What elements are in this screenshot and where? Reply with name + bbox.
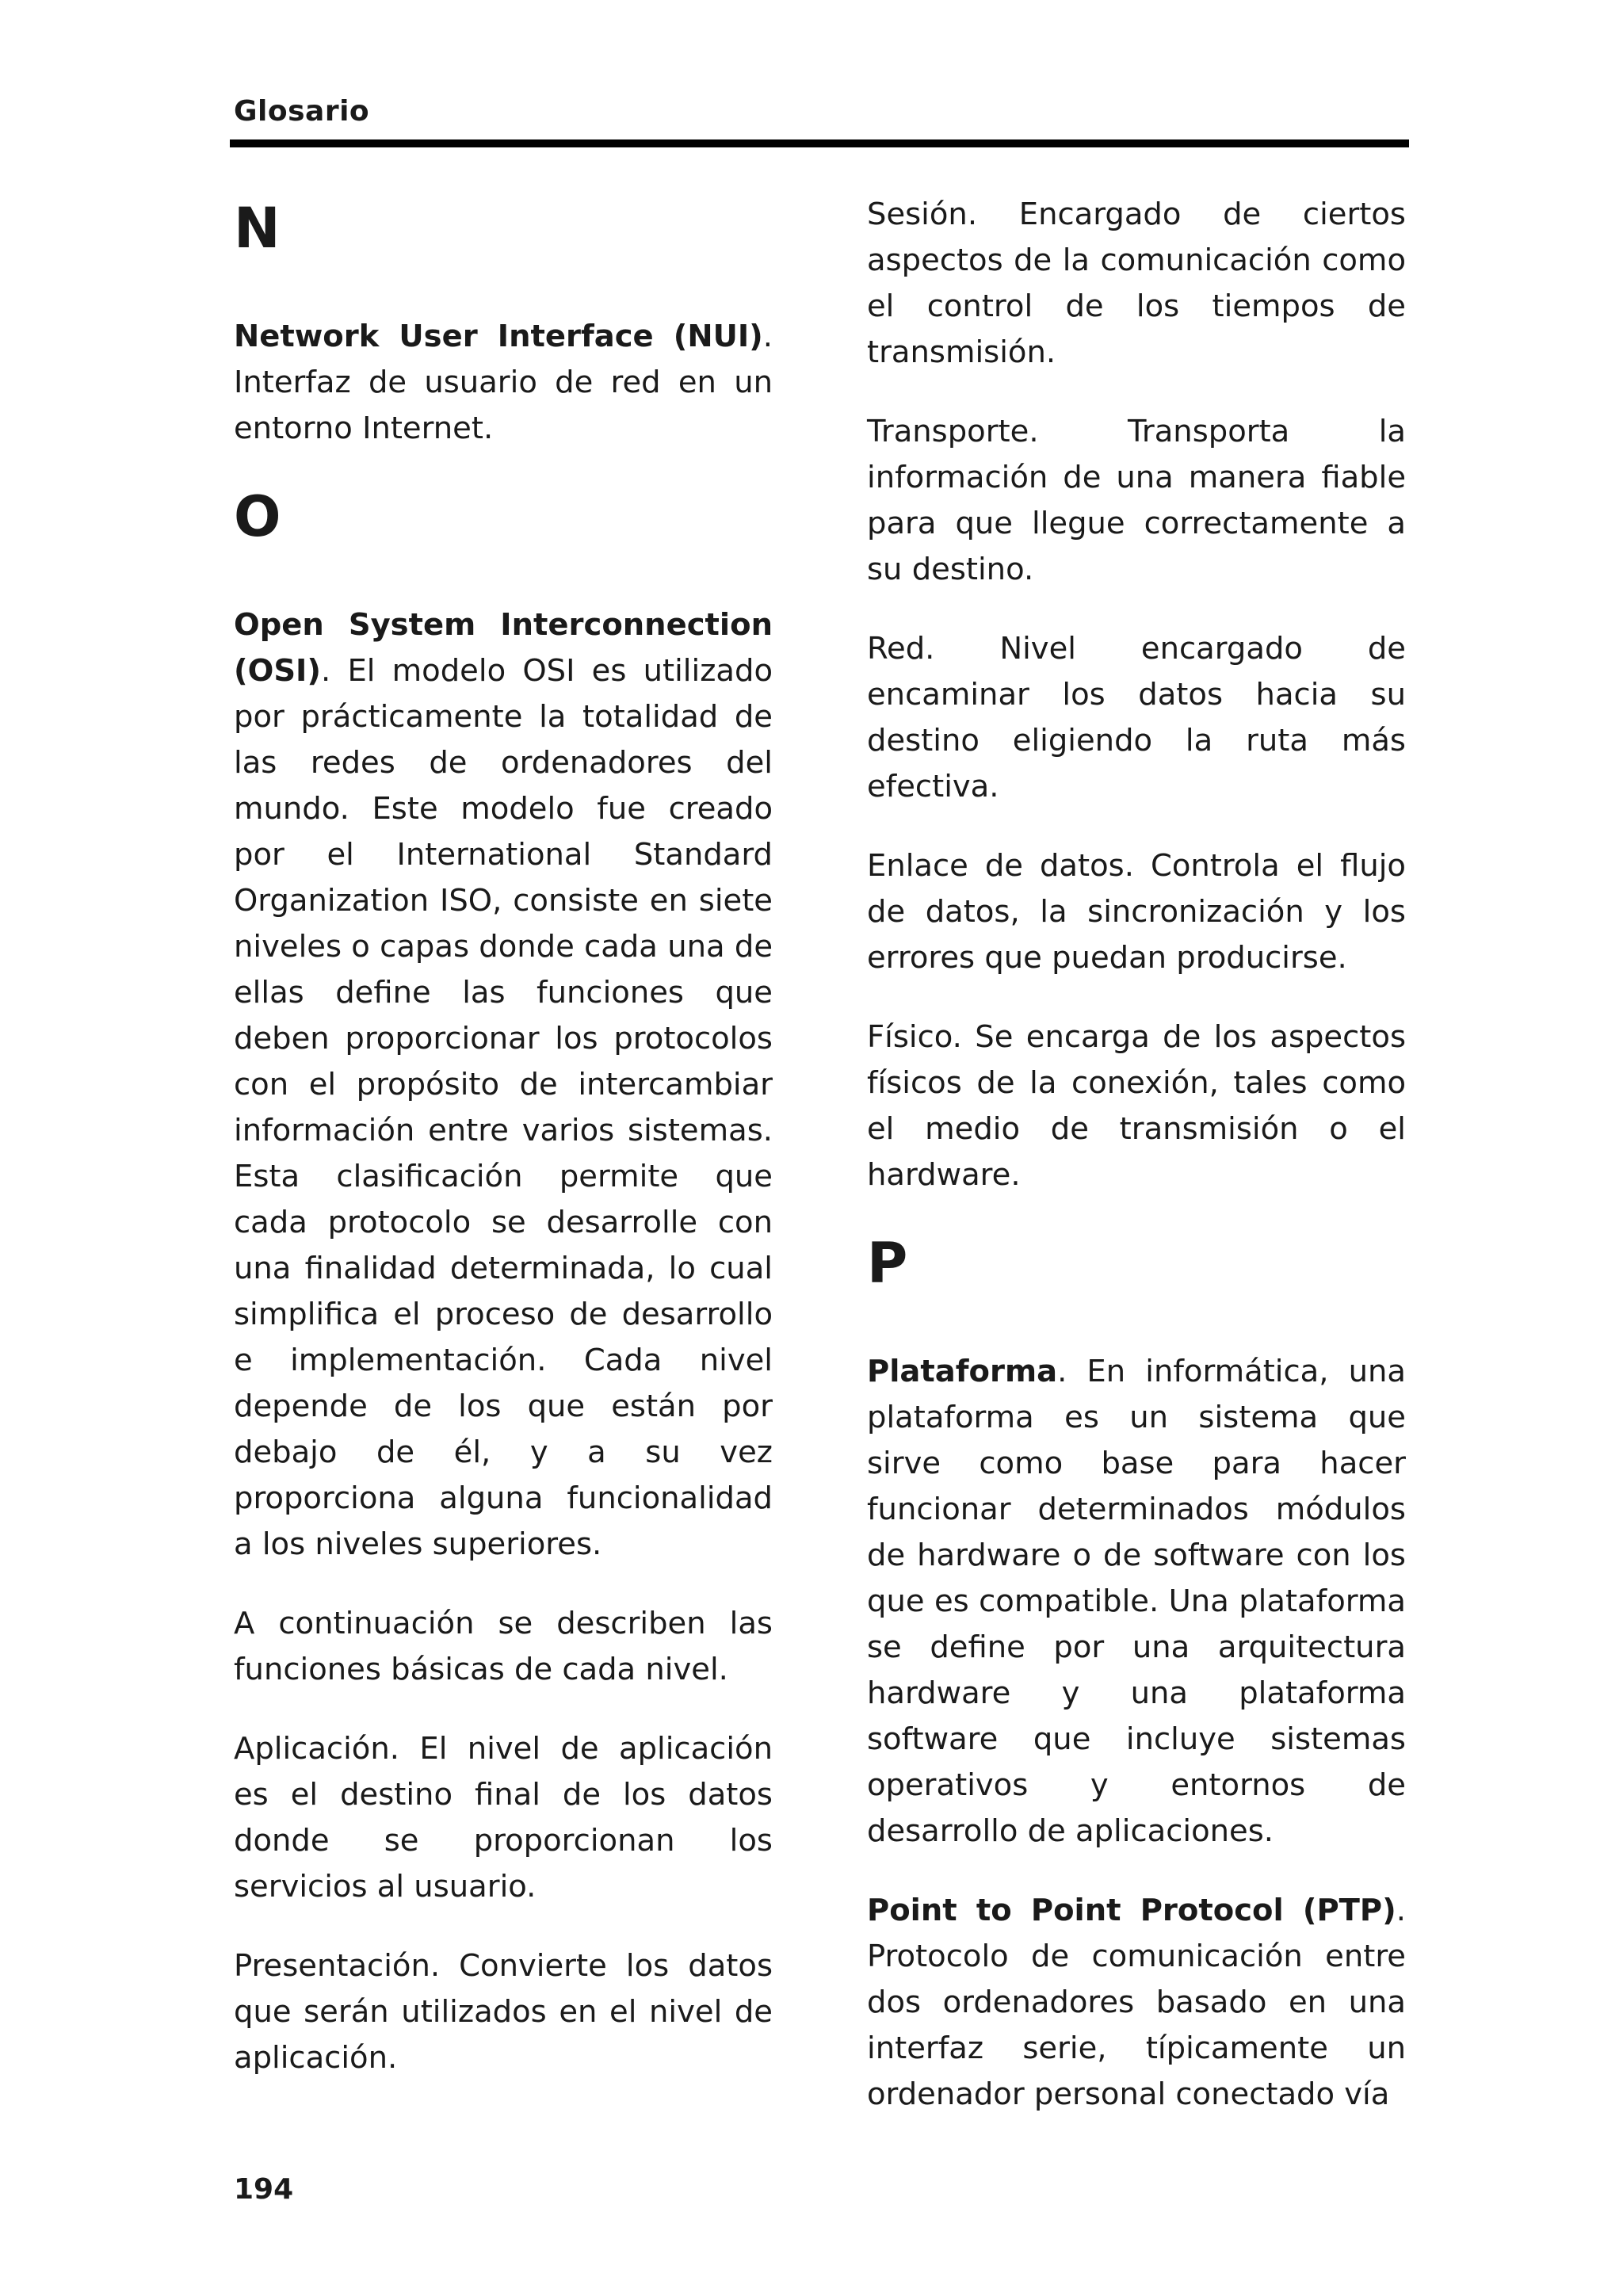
section-letter-p: P bbox=[867, 1231, 908, 1296]
term-plataforma: Plataforma bbox=[867, 1354, 1058, 1389]
glossary-entry-ptp bbox=[867, 1888, 1406, 2118]
paragraph-aplicacion: Aplicación. El nivel de aplicación es el destino final de los datos donde se proporcionan los servicios al usuario. bbox=[234, 1731, 773, 1904]
term-nui: Network User Interface (NUI) bbox=[234, 319, 763, 354]
section-letter-o: O bbox=[234, 484, 281, 549]
paragraph-fisico: Físico. Se encarga de los aspectos físicos de la conexión, tales como el medio de transmisión o el hardware. bbox=[867, 1019, 1406, 1193]
page-number: 194 bbox=[234, 2173, 294, 2206]
definition-osi: . El modelo OSI es utilizado por prácticamente la totalidad de las redes de ordenadores del mundo. Este modelo fue creado por el International Standard Organization ISO, consiste en siete niveles o capas donde cada una de ellas define las funciones que deben proporcionar los protocolos con el propósito de intercambiar información entre varios sistemas. Esta clasificación permite que cada protocolo se desarrolle con una finalidad determinada, lo cual simplifica el proceso de desarrollo e implementación. Cada nivel depende de los que están por debajo de él, y a su vez proporciona alguna funcionalidad a los niveles superiores. bbox=[234, 653, 773, 1562]
glossary-entry-nui bbox=[234, 314, 773, 452]
section-letter-n: N bbox=[234, 196, 281, 261]
page-header-title: Glosario bbox=[234, 95, 370, 128]
header-divider bbox=[230, 139, 1409, 147]
definition-ptp: . Protocolo de comunicación entre dos ordenadores basado en una interfaz serie, típicamente un ordenador personal conectado vía bbox=[867, 1893, 1406, 2112]
definition-plataforma: . En informática, una plataforma es un sistema que sirve como base para hacer funcionar determinados módulos de hardware o de software con los que es compatible. Una plataforma se define por una arquitectura hardware y una plataforma software que incluye sistemas operativos y entornos de desarrollo de aplicaciones. bbox=[867, 1354, 1406, 1849]
paragraph-red: Red. Nivel encargado de encaminar los datos hacia su destino eligiendo la ruta más efectiva. bbox=[867, 631, 1406, 804]
paragraph-transporte: Transporte. Transporta la información de una manera fiable para que llegue correctamente a su destino. bbox=[867, 414, 1406, 587]
paragraph-presentacion: Presentación. Convierte los datos que serán utilizados en el nivel de aplicación. bbox=[234, 1948, 773, 2076]
glossary-entry-plataforma bbox=[867, 1349, 1406, 1855]
glossary-entry-osi bbox=[234, 602, 773, 1568]
right-column bbox=[867, 192, 1406, 2151]
paragraph-enlace: Enlace de datos. Controla el flujo de datos, la sincronización y los errores que puedan producirse. bbox=[867, 848, 1406, 976]
paragraph-sesion: Sesión. Encargado de ciertos aspectos de la comunicación como el control de los tiempos de transmisión. bbox=[867, 197, 1406, 370]
term-ptp: Point to Point Protocol (PTP) bbox=[867, 1893, 1396, 1928]
left-column bbox=[234, 197, 773, 2115]
term-osi: Open System Interconnection (OSI) bbox=[234, 607, 773, 689]
definition-nui: . Interfaz de usuario de red en un entorno Internet. bbox=[234, 319, 773, 446]
paragraph-continuacion: A continuación se describen las funciones básicas de cada nivel. bbox=[234, 1606, 773, 1687]
